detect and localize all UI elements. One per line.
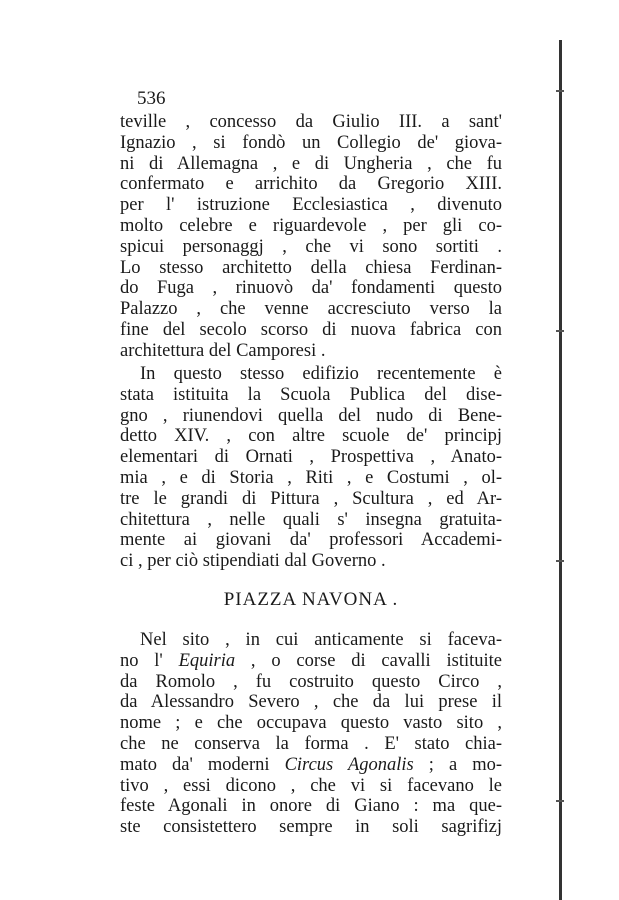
page-number: 536 (137, 88, 166, 109)
text-line: do Fuga , rinuovò da' fondamenti questo (120, 278, 502, 299)
text-line: fine del secolo scorso di nuova fabrica con (120, 320, 502, 340)
text-line: mente ai giovani da' professori Accademi- (120, 530, 502, 551)
text-line: Ignazio , si fondò un Collegio de' giova- (120, 132, 502, 153)
text-run: Nel sito , in cui anticamente si faceva- (140, 630, 502, 650)
book-binding-edge (559, 40, 562, 900)
text-line: spicui personaggj , che vi sono sortiti . (120, 236, 502, 257)
text-run: no l' (120, 650, 179, 671)
text-run: nome ; e che occupava questo vasto sito , (120, 713, 502, 734)
text-line: molto celebre e riguardevole , per gli co- (120, 216, 502, 236)
text-line: per l' istruzione Ecclesiastica , divenuto (120, 195, 502, 216)
text-line (140, 630, 502, 651)
text-run: tivo , essi dicono , che vi si facevano le (120, 775, 502, 796)
binding-mark (556, 800, 564, 802)
italic-term: Equiria (178, 650, 236, 671)
text-line: Palazzo , che venne accresciuto verso la (120, 299, 502, 320)
text-line (120, 672, 502, 693)
text-line: architettura del Camporesi . (120, 340, 326, 361)
text-line: stata istituita la Scuola Publica del dise- (120, 384, 502, 405)
text-line (120, 713, 502, 734)
text-line (120, 755, 502, 776)
text-line: Lo stesso architetto della chiesa Ferdinan- (120, 257, 502, 278)
text-run: ste consistettero sempre in soli sagrifizj (120, 817, 502, 838)
text-run: mato da' moderni (120, 754, 285, 775)
text-line: tre le grandi di Pittura , Scultura , ed Ar- (120, 488, 502, 509)
text-line: gno , riunendovi quella del nudo di Bene- (120, 405, 502, 426)
text-line: elementari di Ornati , Prospettiva , Anato- (120, 447, 502, 468)
text-line: In questo stesso edifizio recentemente è (140, 364, 502, 384)
text-run: ; a mo- (413, 754, 503, 775)
binding-mark (556, 330, 564, 332)
text-line: mia , e di Storia , Riti , e Costumi , ol- (120, 468, 502, 488)
italic-term: Circus Agonalis (284, 754, 414, 775)
text-line: teville , concesso da Giulio III. a sant' (120, 112, 502, 132)
text-run: da Alessandro Severo , che da lui prese il (120, 692, 502, 713)
text-line (120, 776, 502, 797)
binding-mark (556, 560, 564, 562)
text-line (120, 817, 502, 838)
text-line (120, 651, 502, 672)
text-line (120, 796, 502, 817)
text-line: chitettura , nelle quali s' insegna gratuita- (120, 509, 502, 530)
text-line: confermato e arrichito da Gregorio XIII. (120, 174, 502, 195)
section-heading: PIAZZA NAVONA . (223, 589, 399, 610)
binding-mark (556, 90, 564, 92)
text-run: che ne conserva la forma . E' stato chia- (120, 734, 502, 754)
text-run: , o corse di cavalli istituite (235, 650, 502, 671)
text-run: da Romolo , fu costruito questo Circo , (120, 671, 502, 692)
text-line (120, 692, 502, 713)
text-line: ni di Allemagna , e di Ungheria , che fu (120, 153, 502, 174)
text-run: feste Agonali in onore di Giano : ma que- (120, 796, 502, 817)
text-line: ci , per ciò stipendiati dal Governo . (120, 551, 386, 572)
text-line (120, 734, 502, 755)
text-line: detto XIV. , con altre scuole de' principj (120, 426, 502, 447)
